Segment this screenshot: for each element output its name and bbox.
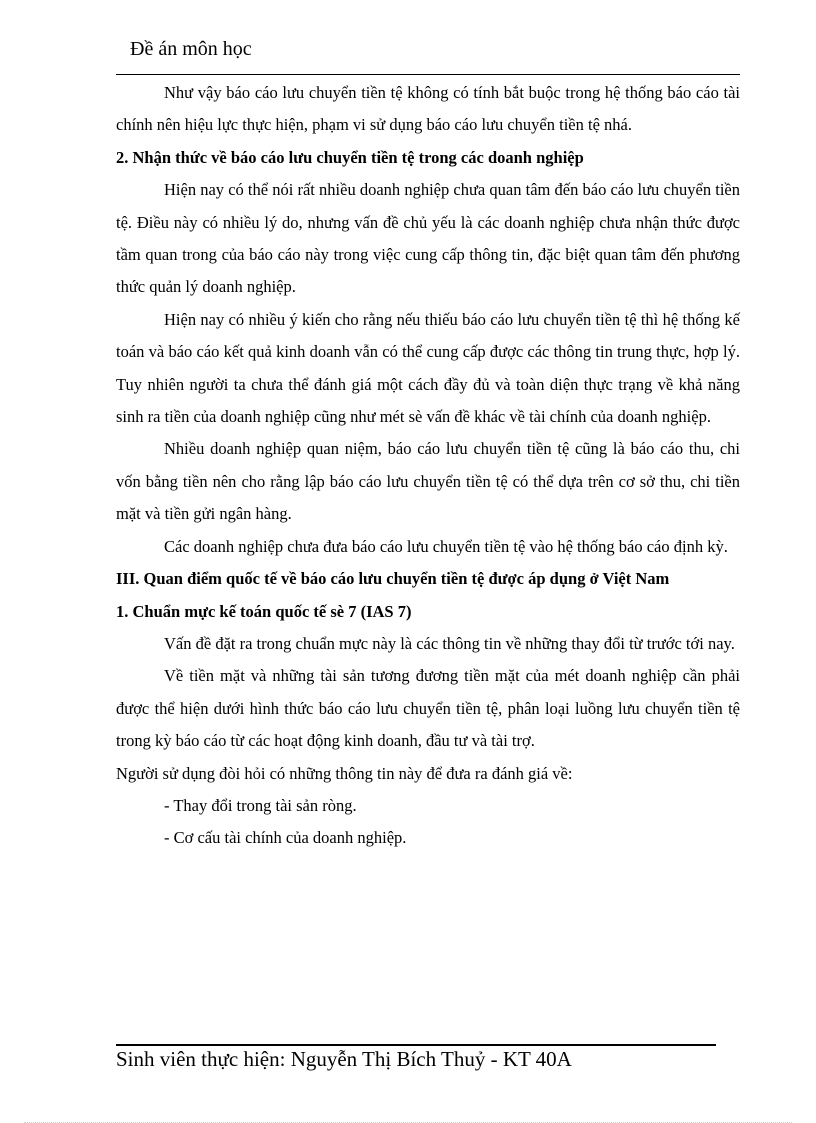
paragraph: Hiện nay có nhiều ý kiến cho rằng nếu thiếu báo cáo lưu chuyển tiền tệ thì hệ thống kế toán và báo cáo kết quả kinh doanh vẫn có thể cung cấp được các thông tin trung thực, hợp lý. Tuy nhiên người ta chưa thể đánh giá một cách đầy đủ và toàn diện thực trạng về khả năng sinh ra tiền của doanh nghiệp cũng như mét sè vấn đề khác về tài chính của doanh nghiệp. [116, 309, 740, 427]
page-footer: Sinh viên thực hiện: Nguyễn Thị Bích Thuỷ - KT 40A [116, 1047, 572, 1071]
section-heading: 1. Chuẩn mực kế toán quốc tế sè 7 (IAS 7) [116, 601, 412, 621]
header-rule [116, 74, 740, 75]
chapter-heading: III. Quan điểm quốc tế về báo cáo lưu chuyển tiền tệ được áp dụng ở Việt Nam [116, 569, 670, 589]
paragraph: Người sử dụng đòi hỏi có những thông tin này để đưa ra đánh giá về: [116, 763, 573, 783]
paragraph: Như vậy báo cáo lưu chuyển tiền tệ không có tính bắt buộc trong hệ thống báo cáo tài chính nên hiệu lực thực hiện, phạm vi sử dụng báo cáo lưu chuyển tiền tệ nhá. [116, 83, 740, 135]
paragraph: Về tiền mặt và những tài sản tương đương tiền mặt của mét doanh nghiệp cần phải được thể hiện dưới hình thức báo cáo lưu chuyển tiền tệ, phân loại luồng lưu chuyển tiền tệ trong kỳ báo cáo từ các hoạt động kinh doanh, đầu tư và tài trợ. [116, 666, 740, 751]
paragraph: Nhiều doanh nghiệp quan niệm, báo cáo lưu chuyển tiền tệ cũng là báo cáo thu, chi vốn bằng tiền nên cho rằng lập báo cáo lưu chuyển tiền tệ có thể dựa trên cơ sở thu, chi tiền mặt và tiền gửi ngân hàng. [116, 439, 740, 524]
document-body [116, 77, 740, 855]
paragraph: Vấn đề đặt ra trong chuẩn mực này là các thông tin về những thay đổi từ trước tới nay. [164, 633, 735, 653]
list-item: - Thay đổi trong tài sản ròng. [164, 795, 357, 815]
page-header-title: Đề án môn học [130, 38, 252, 60]
paragraph: Hiện nay có thể nói rất nhiều doanh nghiệp chưa quan tâm đến báo cáo lưu chuyển tiền tệ. Điều này có nhiều lý do, nhưng vấn đề chủ yếu là các doanh nghiệp chưa nhận thức được tầm quan trong của báo cáo này trong việc cung cấp thông tin, đặc biệt quan tâm đến phương thức quản lý doanh nghiệp. [116, 180, 740, 297]
list-item: - Cơ cấu tài chính của doanh nghiệp. [164, 828, 407, 848]
paragraph: Các doanh nghiệp chưa đưa báo cáo lưu chuyển tiền tệ vào hệ thống báo cáo định kỳ. [164, 536, 728, 556]
section-heading: 2. Nhận thức về báo cáo lưu chuyển tiền tệ trong các doanh nghiệp [116, 147, 584, 167]
footer-rule [116, 1044, 716, 1046]
